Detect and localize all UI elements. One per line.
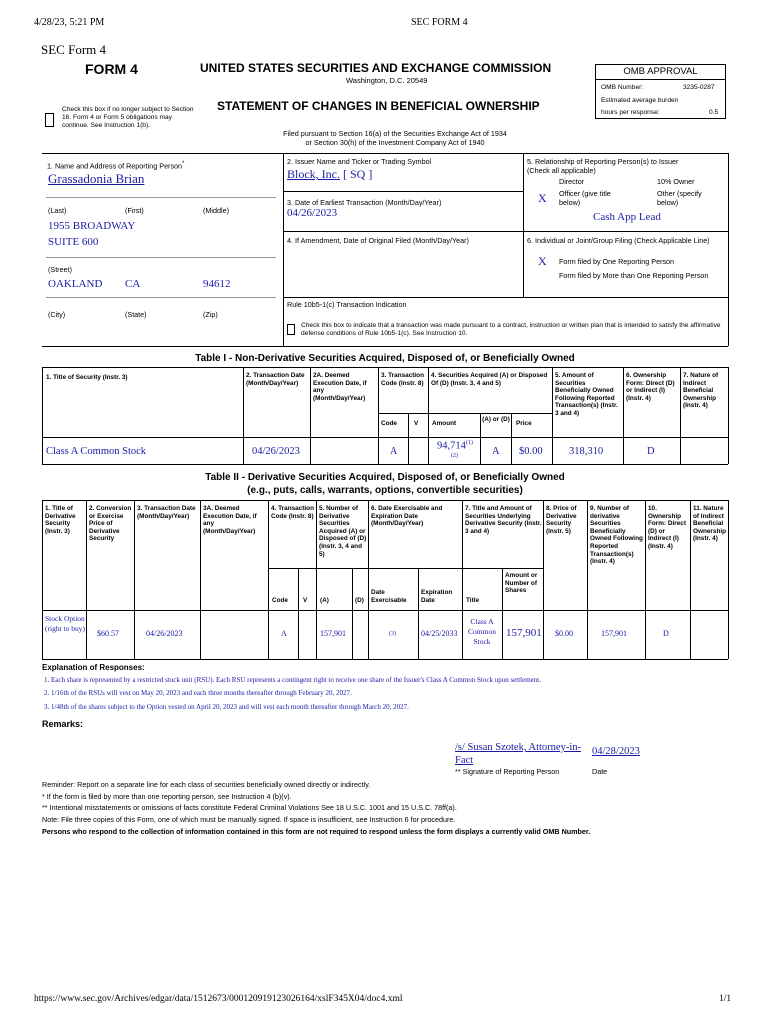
t1-header-aord: (A) or (D): [482, 416, 510, 423]
relationship-label: 5. Relationship of Reporting Person(s) to Issuer: [527, 157, 679, 166]
rule-10b5-text: Check this box to indicate that a transaction was made pursuant to a contract, instruction or written plan that is intended to satisfy the affirmative defense conditions of Rule 10b5-1(c). See Instruction 10.: [301, 322, 721, 337]
omb-hours-label: hours per response:: [601, 109, 660, 116]
t2-header-date: 3. Transaction Date (Month/Day/Year): [137, 505, 196, 520]
middle-label: (Middle): [203, 206, 229, 215]
t1-owned: 318,310: [569, 446, 604, 457]
t1-header-form: 6. Ownership Form: Direct (D) or Indirect (I) (Instr. 4): [626, 372, 675, 402]
t2-header-a: (A): [320, 597, 329, 604]
footnote-2: 2. 1/16th of the RSUs will vest on May 20, 2023 and each three months thereafter through February 20, 2027.: [44, 689, 352, 697]
city-value: OAKLAND: [48, 278, 103, 290]
t1-header-deemed: 2A. Deemed Execution Date, if any (Month/Day/Year): [313, 372, 367, 402]
t1-ownership-form: D: [647, 446, 655, 457]
t2-header-form: 10. Ownership Form: Direct (D) or Indirect (I) (Instr. 4): [648, 505, 686, 550]
t2-transaction-date: 04/26/2023: [146, 629, 183, 638]
print-page-number: 1/1: [719, 994, 732, 1004]
street-label: (Street): [48, 265, 72, 274]
signature-date: 04/28/2023: [592, 746, 640, 757]
omb-number-label: OMB Number:: [601, 84, 644, 91]
filed-pursuant-line1: Filed pursuant to Section 16(a) of the Securities Exchange Act of 1934: [283, 129, 507, 138]
amendment-label: 4. If Amendment, Date of Original Filed (Month/Day/Year): [287, 236, 469, 245]
t1-header-price: Price: [516, 420, 532, 427]
last-label: (Last): [48, 206, 67, 215]
table-2-subtitle: (e.g., puts, calls, warrants, options, convertible securities): [247, 485, 523, 496]
one-person-check-mark[interactable]: X: [538, 254, 547, 268]
zip-value: 94612: [203, 278, 231, 290]
zip-label: (Zip): [203, 310, 218, 319]
other-label: Other (specify below): [657, 189, 702, 207]
t1-header-date: 2. Transaction Date (Month/Day/Year): [246, 372, 305, 387]
t1-amount: 94,714$^{(1)}$: [437, 440, 473, 452]
officer-check-mark[interactable]: X: [538, 191, 547, 205]
more-persons-label: Form filed by More than One Reporting Person: [559, 271, 709, 280]
earliest-transaction-label: 3. Date of Earliest Transaction (Month/Day/Year): [287, 198, 442, 207]
note-copies: Note: File three copies of this Form, one of which must be manually signed. If space is insufficient, see Instruction 6 for procedure.: [42, 815, 456, 824]
t2-expiration: 04/25/2033: [421, 629, 458, 638]
street-line-2: SUITE 600: [48, 236, 99, 248]
state-label: (State): [125, 310, 147, 319]
t1-header-code: 3. Transaction Code (Instr. 8): [381, 372, 424, 387]
t2-header-amount-shares: Amount or Number of Shares: [505, 572, 538, 595]
omb-approval-title: OMB APPROVAL: [596, 65, 725, 80]
note-instruction-4: * If the form is filed by more than one reporting person, see Instruction 4 (b)(v).: [42, 792, 292, 801]
note-violations: ** Intentional misstatements or omissions of facts constitute Federal Criminal Violations See 18 U.S.C. 1001 and 15 U.S.C. 78ff(a).: [42, 803, 457, 812]
t1-header-code-col: Code: [381, 420, 397, 427]
t1-header-securities: 4. Securities Acquired (A) or Disposed Of (D) (Instr. 3, 4 and 5): [431, 372, 548, 387]
t1-header-nature: 7. Nature of Indirect Beneficial Ownership (Instr. 4): [683, 372, 719, 410]
t2-header-deemed: 3A. Deemed Execution Date, if any (Month/Day/Year): [203, 505, 257, 535]
note-omb: Persons who respond to the collection of information contained in this form are not required to respond unless the form displays a currently valid OMB Number.: [42, 827, 591, 836]
t2-header-v: V: [303, 597, 308, 604]
note-reminder: Reminder: Report on a separate line for each class of securities beneficially owned directly or indirectly.: [42, 780, 371, 789]
t2-derivative-title: Stock Option (right to buy): [45, 614, 85, 633]
signature-link[interactable]: /s/ Susan Szotek, Attorney-in-Fact: [455, 742, 581, 766]
director-label: Director: [559, 177, 585, 186]
t2-code: A: [281, 629, 287, 638]
t2-header-underlying: 7. Title and Amount of Securities Underlying Derivative Security (Instr. 3 and 4): [465, 505, 542, 535]
t1-code: A: [390, 446, 398, 457]
t2-header-conversion: 2. Conversion or Exercise Price of Derivative Security: [89, 505, 132, 543]
remarks-title: Remarks:: [42, 719, 84, 729]
explanation-title: Explanation of Responses:: [42, 663, 145, 672]
first-label: (First): [125, 206, 144, 215]
section-16-text: Check this box if no longer subject to Section 16. Form 4 or Form 5 obligations may continue. See Instruction 1(b).: [62, 106, 194, 129]
reporting-person-label: 1. Name and Address of Reporting Person*: [47, 161, 185, 171]
issuer-label: 2. Issuer Name and Ticker or Trading Symbol: [287, 157, 432, 166]
t1-header-title: 1. Title of Security (Instr. 3): [46, 374, 128, 381]
omb-number: 3235-0287: [683, 84, 715, 91]
issuer-name-link[interactable]: Block, Inc.: [287, 167, 340, 181]
t1-header-amount: Amount: [432, 420, 457, 427]
t1-transaction-date: 04/26/2023: [252, 446, 300, 457]
t2-header-number: 5. Number of Derivative Securities Acquired (A) or Disposed of (D) (Instr. 3, 4 and 5): [319, 505, 367, 558]
t1-security-title: Class A Common Stock: [46, 446, 147, 457]
print-url: https://www.sec.gov/Archives/edgar/data/1512673/000120919123026164/xslF345X04/doc4.xml: [34, 994, 403, 1004]
ten-percent-owner-label: 10% Owner: [657, 177, 695, 186]
t2-derivative-price: $0.00: [555, 629, 573, 638]
t1-header-v: V: [414, 420, 419, 427]
t2-header-code: 4. Transaction Code (Instr. 8): [271, 505, 314, 520]
omb-burden-label: Estimated average burden: [601, 97, 679, 104]
t1-footnote-2: (2): [451, 453, 458, 459]
commission-title: UNITED STATES SECURITIES AND EXCHANGE COMMISSION: [200, 61, 552, 75]
filed-pursuant-line2: or Section 30(h) of the Investment Company Act of 1940: [305, 138, 485, 147]
issuer-name-ticker: Block, Inc. [ SQ ]: [287, 167, 373, 181]
t2-exercise-price: $60.57: [97, 629, 119, 638]
signature-label: ** Signature of Reporting Person: [455, 767, 560, 776]
rule-10b5-label: Rule 10b5-1(c) Transaction Indication: [287, 300, 407, 309]
section-16-checkbox[interactable]: [45, 113, 54, 127]
t2-header-nature: 11. Nature of Indirect Beneficial Ownership (Instr. 4): [693, 505, 727, 543]
t1-aord: A: [492, 446, 500, 457]
t2-header-price: 8. Price of Derivative Security (Instr. 5): [546, 505, 577, 535]
sec-form-label: SEC Form 4: [41, 42, 107, 57]
t2-header-d: (D): [355, 597, 364, 604]
t2-acquired: 157,901: [320, 629, 346, 638]
earliest-transaction-date: 04/26/2023: [287, 207, 338, 219]
t1-price: $0.00: [519, 446, 543, 457]
state-value: CA: [125, 278, 141, 290]
t2-underlying-title: Class A Common Stock: [468, 617, 496, 646]
table-1-title: Table I - Non-Derivative Securities Acquired, Disposed of, or Beneficially Owned: [195, 353, 575, 364]
t2-underlying-amount: 157,901: [506, 627, 542, 639]
relationship-check: (Check all applicable): [527, 166, 596, 175]
t2-header-expiration: Expiration Date: [421, 589, 453, 604]
t2-header-title: 1. Title of Derivative Security (Instr. 3): [45, 505, 76, 535]
form-4-title: FORM 4: [85, 61, 138, 77]
t2-header-exercisable: 6. Date Exercisable and Expiration Date (Month/Day/Year): [371, 505, 443, 528]
street-line-1: 1955 BROADWAY: [48, 220, 136, 232]
t2-ownership-form: D: [663, 629, 669, 638]
print-datetime: 4/28/23, 5:21 PM: [34, 17, 105, 28]
t2-header-date-exercisable: Date Exercisable: [371, 589, 407, 604]
footnote-3: 3. 1/48th of the shares subject to the Option vested on April 20, 2023 and will vest each month thereafter through March 20, 2027.: [44, 703, 409, 711]
print-page-title: SEC FORM 4: [411, 17, 468, 28]
statement-title: STATEMENT OF CHANGES IN BENEFICIAL OWNERSHIP: [217, 99, 540, 113]
t2-header-code-col: Code: [272, 597, 288, 604]
one-person-label: Form filed by One Reporting Person: [559, 257, 675, 266]
reporting-person-name[interactable]: Grassadonia Brian: [48, 171, 145, 186]
t2-header-underlying-title: Title: [466, 597, 480, 604]
date-label: Date: [592, 767, 608, 776]
t2-exercisable: (3): [389, 631, 396, 637]
t2-owned: 157,901: [601, 629, 627, 638]
table-2-title: Table II - Derivative Securities Acquired, Disposed of, or Beneficially Owned: [205, 472, 565, 483]
commission-location: Washington, D.C. 20549: [346, 76, 428, 85]
city-label: (City): [48, 310, 66, 319]
footnote-1: 1. Each share is represented by a restricted stock unit (RSU). Each RSU represents a contingent right to receive one share of the Issuer's Class A Common Stock upon settlement.: [44, 676, 541, 684]
ticker-symbol: SQ: [350, 167, 366, 181]
t2-header-owned: 9. Number of derivative Securities Beneficially Owned Following Reported Transaction(s) (Instr. 4): [590, 505, 643, 566]
t1-header-owned: 5. Amount of Securities Beneficially Owned Following Reported Transaction(s) (Instr. 3 and 4): [555, 372, 618, 417]
filing-label: 6. Individual or Joint/Group Filing (Check Applicable Line): [527, 236, 710, 245]
officer-label: Officer (give title below): [559, 189, 611, 207]
omb-hours: 0.5: [709, 109, 719, 116]
officer-title: Cash App Lead: [593, 211, 661, 223]
rule-10b5-checkbox[interactable]: [287, 324, 295, 335]
